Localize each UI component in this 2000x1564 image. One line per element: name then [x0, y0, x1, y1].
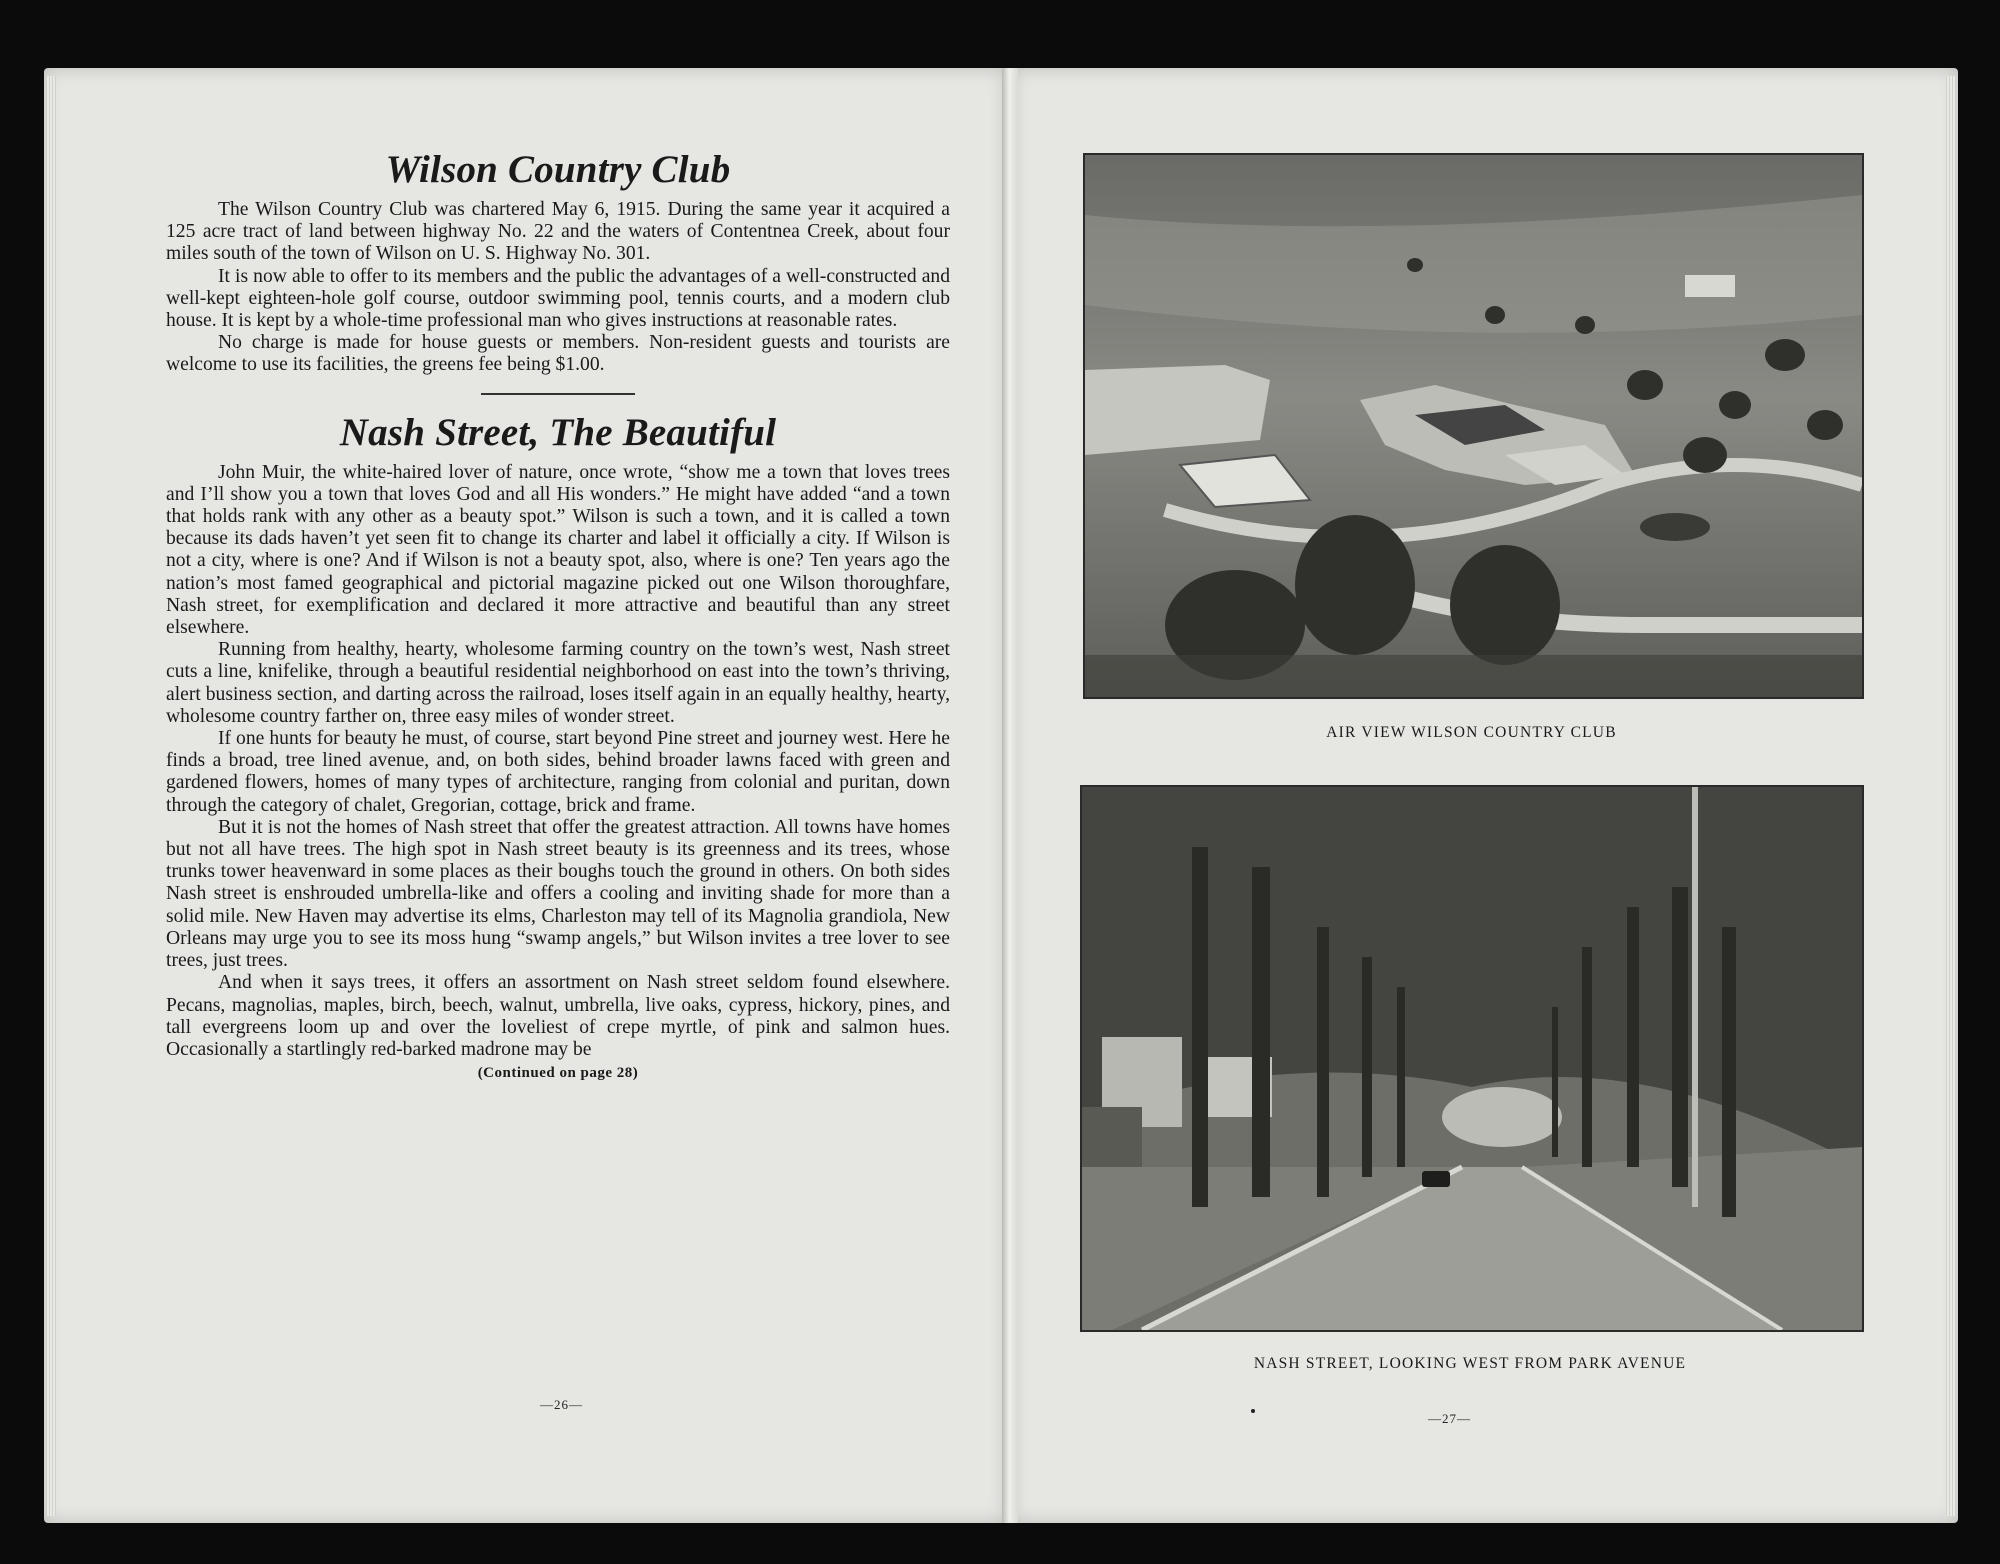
- paragraph: But it is not the homes of Nash street that offer the greatest attraction. All towns have homes but not all have trees. The high spot in Nash street beauty is its greenness and its trees, whose trunks tower heavenward in some places as their boughs touch the ground in others. On both sides Nash street is enshrouded umbrella-like and offers a cooling and inviting shade for more than a solid mile. New Haven may advertise its elms, Charleston may tell of its Magnolia grandiola, New Orleans may urge you to see its moss hung “swamp angels,” but Wilson invites a tree lover to see trees, just trees.: [166, 816, 950, 972]
- photo-nash-street: [1080, 785, 1864, 1332]
- section-title-nash-street: Nash Street, The Beautiful: [339, 410, 777, 454]
- paragraph: No charge is made for house guests or members. Non-resident guests and tourists are welcome to use its facilities, the greens fee being $1.00.: [166, 332, 950, 376]
- paragraph: Running from healthy, hearty, wholesome farming country on the town’s west, Nash street cuts a line, knifelike, through a beautiful residential neighborhood on east into the town’s thriving, alert business section, and darting across the railroad, loses itself again in an equally healthy, hearty, wholesome country farther on, three easy miles of wonder street.: [166, 639, 950, 727]
- right-page-edge: [1946, 76, 1956, 1516]
- print-speck: [1251, 1409, 1255, 1413]
- paragraph: The Wilson Country Club was chartered May 6, 1915. During the same year it acquired a 125 acre tract of land between highway No. 22 and the waters of Contentnea Creek, about four miles south of the town of Wilson on U. S. Highway No. 301.: [166, 199, 950, 265]
- aerial-photo-country-club: [1083, 153, 1864, 699]
- continued-note: (Continued on page 28): [477, 1065, 639, 1082]
- page-number-right: —27—: [1428, 1411, 1471, 1426]
- left-page-edge: [46, 76, 56, 1516]
- page-number-left: —26—: [540, 1397, 583, 1412]
- paragraph: It is now able to offer to its members and the public the advantages of a well-constructed and well-kept eighteen-hole golf course, outdoor swimming pool, tennis courts, and a modern club house. It is kept by a whole-time professional man who gives instructions at reasonable rates.: [166, 265, 950, 332]
- paragraph: If one hunts for beauty he must, of course, start beyond Pine street and journey west. Here he finds a broad, tree lined avenue, and, on both sides, behind broader lawns faced with green and gardened flowers, homes of many types of architecture, ranging from colonial and puritan, down through the category of chalet, Gregorian, cottage, brick and frame.: [166, 728, 950, 816]
- section-divider: [481, 393, 635, 395]
- photo-caption-nash-street: NASH STREET, LOOKING WEST FROM PARK AVENUE: [1253, 1355, 1687, 1372]
- paragraph: And when it says trees, it offers an assortment on Nash street seldom found elsewhere. Pecans, magnolias, maples, birch, beech, walnut, umbrella, live oaks, cypress, hickory, pines, and tall evergreens loom up and over the loveliest of crepe myrtle, of pink and salmon hues. Occasionally a startlingly red-barked madrone may be: [166, 972, 950, 1060]
- left-column: [166, 150, 950, 1082]
- section-title-country-club: Wilson Country Club: [385, 148, 731, 191]
- paragraph: John Muir, the white-haired lover of nature, once wrote, “show me a town that loves trees and I’ll show you a town that loves God and all His wonders.” He might have added “and a town that holds rank with any other as a beauty spot.” Wilson is such a town, and it is called a town because its dads haven’t yet seen fit to change its charter and label it officially a city. If Wilson is not a city, where is one? And if Wilson is not a beauty spot, also, where is one? Ten years ago the nation’s most famed geographical and pictorial magazine picked out one Wilson thoroughfare, Nash street, for exemplification and declared it more attractive and beautiful than any street elsewhere.: [166, 461, 950, 639]
- photo-caption-country-club: AIR VIEW WILSON COUNTRY CLUB: [1326, 724, 1617, 741]
- book-gutter: [1002, 68, 1018, 1523]
